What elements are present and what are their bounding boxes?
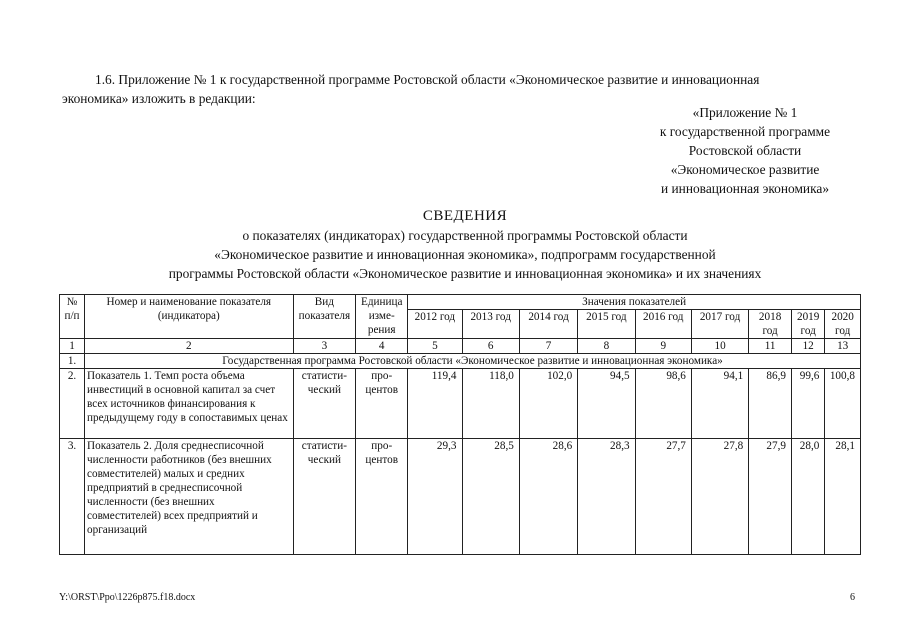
table-heading: [60, 206, 870, 283]
value-cell: 28,5: [462, 439, 519, 555]
column-number: 7: [519, 339, 577, 354]
heading-subtitle-1: о показателях (индикаторах) государственной программы Ростовской области: [242, 228, 688, 243]
header-no: № п/п: [60, 295, 85, 339]
annex-line: и инновационная экономика»: [660, 181, 830, 196]
header-year: 2017 год: [691, 310, 748, 339]
indicators-table: [59, 294, 861, 555]
value-cell: 27,8: [691, 439, 748, 555]
value-cell: 94,5: [578, 369, 635, 439]
header-unit: Единица измерения: [356, 295, 408, 339]
value-cell: 118,0: [462, 369, 519, 439]
column-number: 11: [749, 339, 792, 354]
row-no: 3.: [60, 439, 85, 555]
value-cell: 94,1: [691, 369, 748, 439]
header-type: Вид показателя: [293, 295, 356, 339]
column-number: 10: [691, 339, 748, 354]
value-cell: 98,6: [635, 369, 691, 439]
indicator-unit: процентов: [356, 439, 408, 555]
column-number: 1: [60, 339, 85, 354]
value-cell: 29,3: [408, 439, 462, 555]
annex-reference: [640, 103, 850, 198]
column-number: 6: [462, 339, 519, 354]
value-cell: 102,0: [519, 369, 577, 439]
indicator-unit: процентов: [356, 369, 408, 439]
value-cell: 86,9: [749, 369, 792, 439]
value-cell: 99,6: [791, 369, 824, 439]
annex-line: к государственной программе: [659, 124, 831, 139]
header-name: Номер и наименование показателя (индикатора): [85, 295, 294, 339]
footer-file-path: Y:\ORST\Ppo\1226p875.f18.docx: [59, 592, 196, 603]
header-year: 2014 год: [519, 310, 577, 339]
row-no: 2.: [60, 369, 85, 439]
header-row: [60, 295, 861, 310]
value-cell: 28,3: [578, 439, 635, 555]
column-number: 12: [791, 339, 824, 354]
annex-line: Ростовской области: [688, 143, 802, 158]
indicator-name: Показатель 2. Доля среднесписочной численности работников (без внешних совместителей) малых и средних предприятий в среднесписочной численности (без внешних совместителей) всех предприятий и организаций: [85, 439, 294, 555]
section-no: 1.: [60, 354, 85, 369]
intro-line-1: 1.6. Приложение № 1 к государственной программе Ростовской области «Экономическое развитие и инновационная: [95, 72, 760, 87]
header-values: Значения показателей: [408, 295, 861, 310]
indicator-type: статистический: [293, 439, 356, 555]
annex-line: «Экономическое развитие: [670, 162, 820, 177]
intro-line-2: экономика» изложить в редакции:: [62, 91, 256, 106]
column-number: 9: [635, 339, 691, 354]
header-year: 2016 год: [635, 310, 691, 339]
column-number: 4: [356, 339, 408, 354]
indicator-type: статистический: [293, 369, 356, 439]
value-cell: 27,7: [635, 439, 691, 555]
section-title: Государственная программа Ростовской области «Экономическое развитие и инновационная экономика»: [85, 354, 861, 369]
column-number: 5: [408, 339, 462, 354]
table-row: [60, 369, 861, 439]
heading-title: СВЕДЕНИЯ: [422, 208, 508, 224]
header-year: 2019 год: [791, 310, 824, 339]
column-numbers-row: [60, 339, 861, 354]
column-number: 13: [825, 339, 861, 354]
column-number: 8: [578, 339, 635, 354]
column-number: 2: [85, 339, 294, 354]
header-year: 2020 год: [825, 310, 861, 339]
header-year: 2018 год: [749, 310, 792, 339]
annex-line: «Приложение № 1: [692, 105, 798, 120]
value-cell: 100,8: [825, 369, 861, 439]
table-row: [60, 439, 861, 555]
value-cell: 28,0: [791, 439, 824, 555]
header-year: 2015 год: [578, 310, 635, 339]
indicator-name: Показатель 1. Темп роста объема инвестиций в основной капитал за счет всех источников финансирования к предыдущему году в сопоставимых ценах: [85, 369, 294, 439]
heading-subtitle-2: «Экономическое развитие и инновационная экономика», подпрограмм государственной: [214, 247, 716, 262]
value-cell: 28,6: [519, 439, 577, 555]
section-row: [60, 354, 861, 369]
value-cell: 27,9: [749, 439, 792, 555]
value-cell: 28,1: [825, 439, 861, 555]
header-year: 2012 год: [408, 310, 462, 339]
heading-subtitle-3: программы Ростовской области «Экономическое развитие и инновационная экономика» и их значениях: [168, 266, 762, 281]
column-number: 3: [293, 339, 356, 354]
header-year: 2013 год: [462, 310, 519, 339]
footer-page-number: 6: [850, 592, 855, 603]
value-cell: 119,4: [408, 369, 462, 439]
